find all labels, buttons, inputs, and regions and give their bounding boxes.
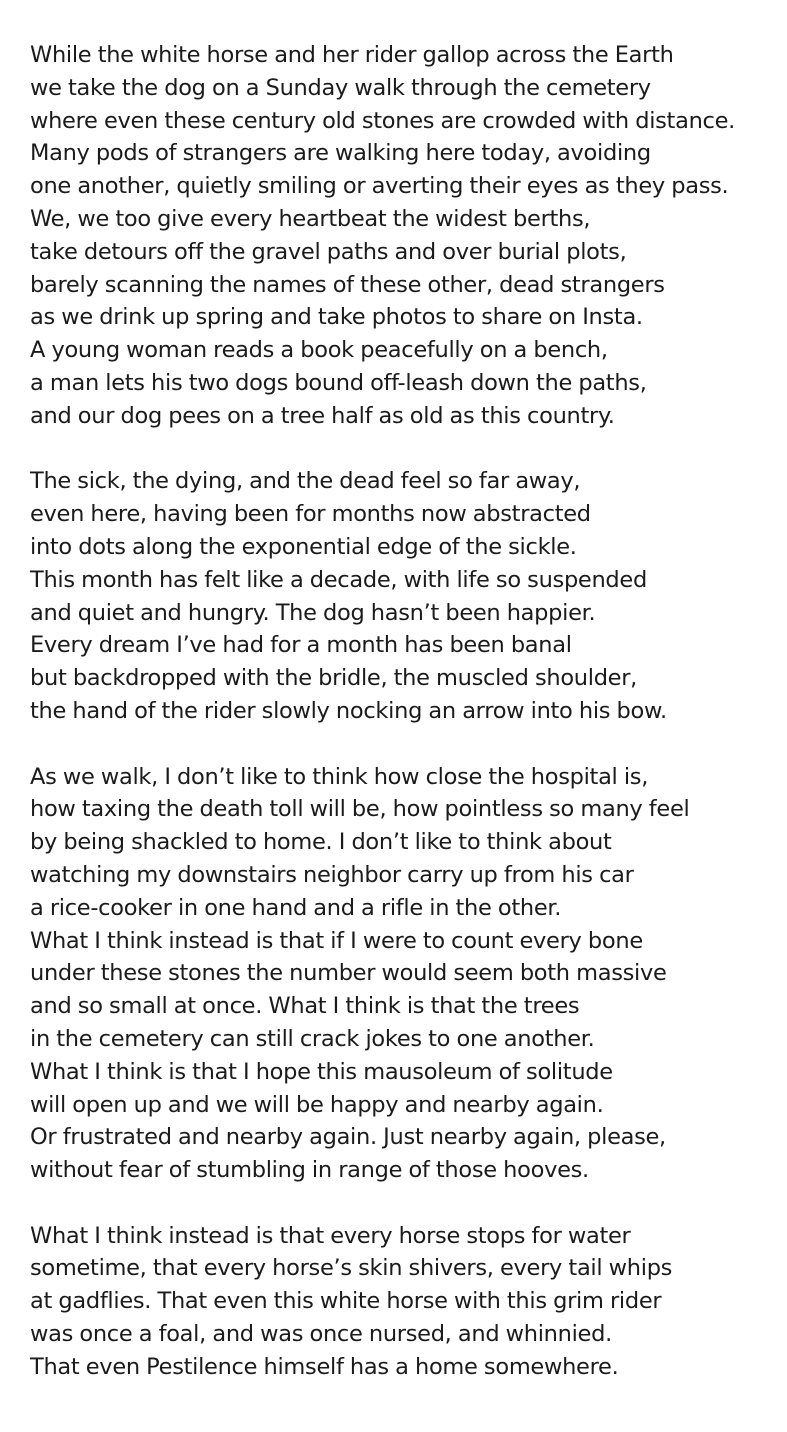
- poem-line: a rice-cooker in one hand and a rifle in the other.: [30, 894, 562, 921]
- poem-line: the hand of the rider slowly nocking an arrow into his bow.: [30, 697, 667, 724]
- poem-line: under these stones the number would seem both massive: [30, 960, 667, 987]
- poem-line: one another, quietly smiling or averting their eyes as they pass.: [30, 173, 729, 200]
- poem-line: What I think instead is that every horse stops for water: [30, 1222, 631, 1249]
- poem-line: will open up and we will be happy and nearby again.: [30, 1091, 604, 1118]
- poem-line: and our dog pees on a tree half as old as this country.: [30, 402, 615, 429]
- poem-line: even here, having been for months now abstracted: [30, 501, 591, 528]
- poem-line: As we walk, I don’t like to think how close the hospital is,: [30, 763, 649, 790]
- poem-line: how taxing the death toll will be, how pointless so many feel: [30, 796, 690, 823]
- stanza-4: [30, 1220, 780, 1384]
- poem-line: barely scanning the names of these other, dead strangers: [30, 271, 665, 298]
- poem-line: without fear of stumbling in range of those hooves.: [30, 1157, 589, 1184]
- poem-line: take detours off the gravel paths and over burial plots,: [30, 238, 627, 265]
- poem-line: we take the dog on a Sunday walk through the cemetery: [30, 74, 651, 101]
- poem-line: into dots along the exponential edge of the sickle.: [30, 533, 577, 560]
- poem-line: was once a foal, and was once nursed, and whinnied.: [30, 1321, 612, 1348]
- poem-line: where even these century old stones are crowded with distance.: [30, 107, 735, 134]
- stanza-2: [30, 465, 780, 727]
- stanza-1: [30, 39, 780, 433]
- stanza-3: [30, 761, 780, 1187]
- poem-line: as we drink up spring and take photos to share on Insta.: [30, 304, 643, 331]
- poem-line: Or frustrated and nearby again. Just nearby again, please,: [30, 1124, 666, 1151]
- poem-line: a man lets his two dogs bound off-leash down the paths,: [30, 369, 647, 396]
- poem-line: That even Pestilence himself has a home somewhere.: [30, 1353, 619, 1380]
- poem-line: watching my downstairs neighbor carry up from his car: [30, 861, 634, 888]
- poem-line: What I think instead is that if I were to count every bone: [30, 927, 643, 954]
- poem-line: Many pods of strangers are walking here today, avoiding: [30, 140, 651, 167]
- poem-line: but backdropped with the bridle, the muscled shoulder,: [30, 665, 638, 692]
- poem-line: The sick, the dying, and the dead feel so far away,: [30, 468, 581, 495]
- poem-line: and quiet and hungry. The dog hasn’t been happier.: [30, 599, 596, 626]
- poem-line: at gadflies. That even this white horse with this grim rider: [30, 1288, 662, 1315]
- poem-line: and so small at once. What I think is that the trees: [30, 993, 580, 1020]
- poem-line: Every dream I’ve had for a month has been banal: [30, 632, 572, 659]
- poem-line: A young woman reads a book peacefully on a bench,: [30, 337, 608, 364]
- poem-line: While the white horse and her rider gallop across the Earth: [30, 42, 674, 68]
- poem-line: We, we too give every heartbeat the widest berths,: [30, 205, 591, 232]
- poem-line: What I think is that I hope this mausoleum of solitude: [30, 1058, 613, 1085]
- poem-line: sometime, that every horse’s skin shivers, every tail whips: [30, 1255, 673, 1282]
- poem-line: This month has felt like a decade, with life so suspended: [30, 566, 647, 593]
- poem-line: in the cemetery can still crack jokes to one another.: [30, 1025, 595, 1052]
- poem-line: by being shackled to home. I don’t like to think about: [30, 829, 612, 856]
- poem-body: [30, 39, 780, 1384]
